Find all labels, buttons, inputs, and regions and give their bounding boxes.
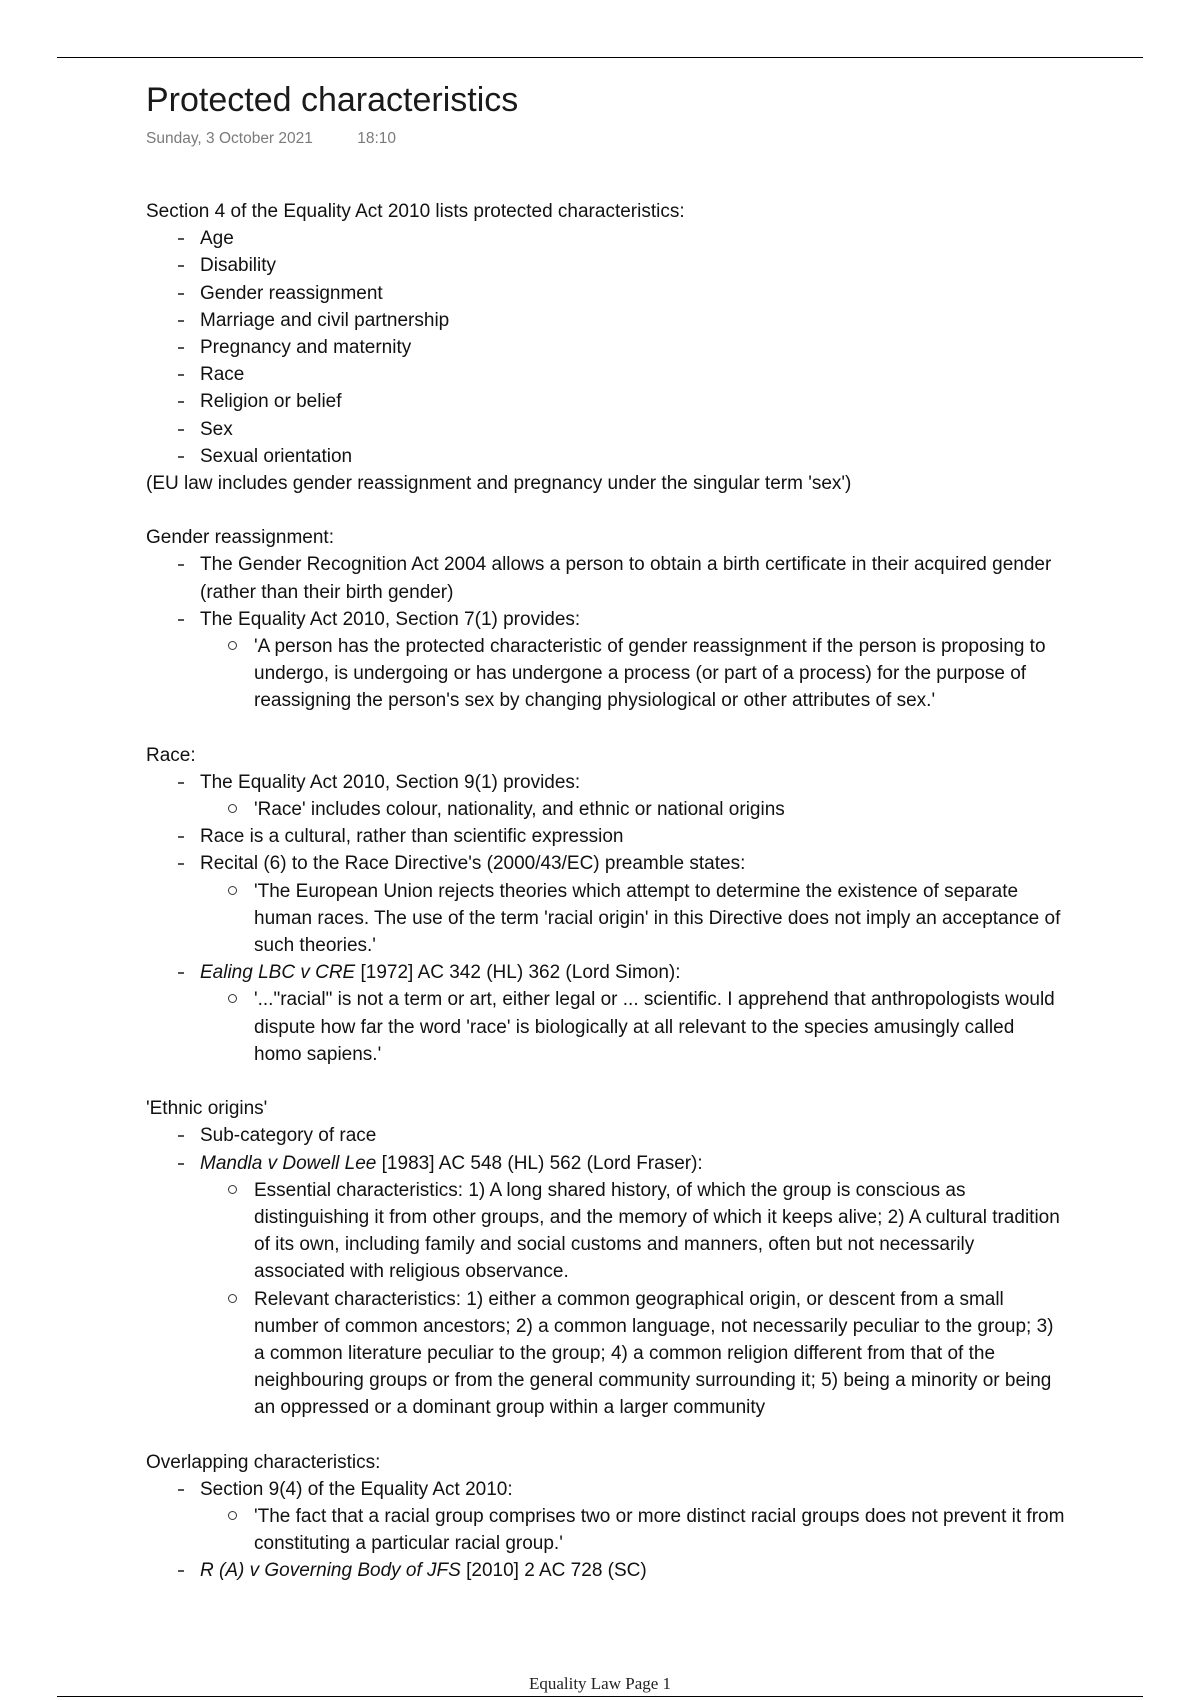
sub-list — [200, 633, 1066, 715]
list-item: Sub-category of race — [146, 1122, 1066, 1149]
page-meta — [146, 130, 1066, 152]
page-content — [146, 74, 1066, 1585]
list-item: The Equality Act 2010, Section 9(1) provides: 'Race' includes colour, nationality, and ethnic or national origins — [146, 769, 1066, 823]
list-item: Religion or belief — [146, 388, 1066, 415]
bottom-rule — [57, 1696, 1143, 1697]
sub-list-item: Essential characteristics: 1) A long shared history, of which the group is conscious as distinguishing it from other groups, and the memory of which it keeps alive; 2) A cultural tradition of its own, including family and social customs and manners, often but not necessarily associated with religious observance. — [200, 1177, 1066, 1286]
case-name: R (A) v Governing Body of JFS — [200, 1560, 461, 1582]
list-item: Race — [146, 361, 1066, 388]
list-item: Recital (6) to the Race Directive's (2000/43/EC) preamble states: 'The European Union rejects theories which attempt to determine the existence of separate human races. The use of the term 'racial origin' in this Directive does not imply an acceptance of such theories.' — [146, 850, 1066, 959]
sub-list-item: 'Race' includes colour, nationality, and ethnic or national origins — [200, 796, 1066, 823]
page-date: Sunday, 3 October 2021 — [146, 130, 313, 147]
intro-note: (EU law includes gender reassignment and pregnancy under the singular term 'sex') — [146, 473, 852, 495]
gender-heading: Gender reassignment: — [146, 527, 334, 549]
race-list — [146, 769, 1066, 1068]
page-footer: Equality Law Page 1 — [528, 1674, 672, 1693]
sub-list — [200, 878, 1066, 960]
list-item: Mandla v Dowell Lee [1983] AC 548 (HL) 562 (Lord Fraser): Essential characteristics: 1) A long shared history, of which the group is conscious as distinguishing it from other groups, and the memory of which it keeps alive; 2) A cultural tradition of its own, including family and social customs and manners, often but not necessarily associated with religious observance. Relevant characteristics: 1) either a common geographical origin, or descent from a small number of common ancestors; 2) a common language, not necessarily peculiar to the group; 3) a common literature peculiar to the group; 4) a common religion different from that of the neighbouring groups or from the general community surrounding it; 5) being a minority or being an oppressed or a dominant group within a larger community — [146, 1150, 1066, 1422]
sub-list-item: 'The fact that a racial group comprises two or more distinct racial groups does not prevent it from constituting a particular racial group.' — [200, 1503, 1066, 1557]
gender-list — [146, 551, 1066, 714]
characteristics-list — [146, 225, 1066, 470]
list-item: Age — [146, 225, 1066, 252]
sub-list-item: '..."racial" is not a term or art, either legal or ... scientific. I apprehend that anthropologists would dispute how far the word 'race' is biologically at all relevant to the species amusingly called homo sapiens.' — [200, 986, 1066, 1068]
sub-list — [200, 986, 1066, 1068]
list-item: Pregnancy and maternity — [146, 334, 1066, 361]
intro-heading: Section 4 of the Equality Act 2010 lists protected characteristics: — [146, 201, 685, 222]
list-item: Ealing LBC v CRE [1972] AC 342 (HL) 362 (Lord Simon): '..."racial" is not a term or art, either legal or ... scientific. I apprehend that anthropologists would dispute how far the word 'race' is biologically at all relevant to the species amusingly called homo sapiens.' — [146, 959, 1066, 1068]
list-item: The Gender Recognition Act 2004 allows a person to obtain a birth certificate in their acquired gender (rather than their birth gender) — [146, 551, 1066, 605]
top-rule — [57, 57, 1143, 58]
note-body — [146, 198, 1066, 1585]
list-item: Race is a cultural, rather than scientific expression — [146, 823, 1066, 850]
sub-list — [200, 1503, 1066, 1557]
overlap-list — [146, 1476, 1066, 1585]
list-item: Gender reassignment — [146, 280, 1066, 307]
sub-list-item: 'A person has the protected characteristic of gender reassignment if the person is proposing to undergo, is undergoing or has undergone a process (or part of a process) for the purpose of reassigning the person's sex by changing physiological or other attributes of sex.' — [200, 633, 1066, 715]
overlap-heading: Overlapping characteristics: — [146, 1451, 381, 1473]
sub-list-item: 'The European Union rejects theories which attempt to determine the existence of separate human races. The use of the term 'racial origin' in this Directive does not imply an acceptance of such theories.' — [200, 878, 1066, 960]
case-name: Ealing LBC v CRE — [200, 962, 356, 984]
list-item: The Equality Act 2010, Section 7(1) provides: 'A person has the protected characteristic of gender reassignment if the person is proposing to undergo, is undergoing or has undergone a process (or part of a process) for the purpose of reassigning the person's sex by changing physiological or other attributes of sex.' — [146, 606, 1066, 715]
list-item: Section 9(4) of the Equality Act 2010: 'The fact that a racial group comprises two or more distinct racial groups does not prevent it from constituting a particular racial group.' — [146, 1476, 1066, 1558]
list-item: Marriage and civil partnership — [146, 307, 1066, 334]
page-title: Protected characteristics — [146, 81, 519, 119]
sub-list — [200, 1177, 1066, 1422]
ethnic-list — [146, 1122, 1066, 1421]
page-time: 18:10 — [357, 130, 396, 147]
list-item: Sexual orientation — [146, 443, 1066, 470]
list-item: Disability — [146, 252, 1066, 279]
sub-list-item: Relevant characteristics: 1) either a common geographical origin, or descent from a small number of common ancestors; 2) a common language, not necessarily peculiar to the group; 3) a common literature peculiar to the group; 4) a common religion different from that of the neighbouring groups or from the general community surrounding it; 5) being a minority or being an oppressed or a dominant group within a larger community — [200, 1286, 1066, 1422]
race-heading: Race: — [146, 744, 196, 766]
list-item: R (A) v Governing Body of JFS [2010] 2 AC 728 (SC) — [146, 1557, 1066, 1584]
list-item: Sex — [146, 416, 1066, 443]
sub-list — [200, 796, 1066, 823]
ethnic-heading: 'Ethnic origins' — [146, 1098, 268, 1120]
case-name: Mandla v Dowell Lee — [200, 1152, 377, 1174]
